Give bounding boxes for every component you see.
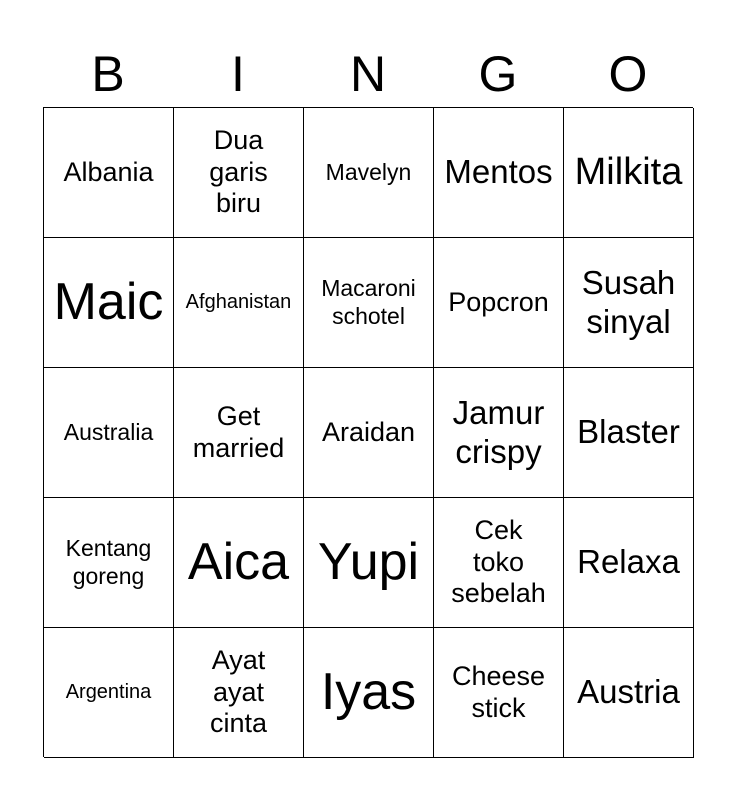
bingo-cell[interactable]: [44, 238, 174, 368]
cell-text: Afghanistan: [185, 290, 292, 313]
bingo-cell[interactable]: [304, 368, 434, 498]
bingo-cell[interactable]: [174, 238, 304, 368]
bingo-cell[interactable]: [434, 108, 564, 238]
bingo-cell[interactable]: [564, 628, 694, 758]
header-letter-b: B: [91, 46, 125, 102]
bingo-cell[interactable]: [304, 498, 434, 628]
header-letter-n: N: [349, 46, 387, 102]
bingo-cell[interactable]: [564, 108, 694, 238]
bingo-cell[interactable]: [434, 368, 564, 498]
bingo-cell[interactable]: [564, 498, 694, 628]
cell-text: Australia: [63, 418, 154, 445]
bingo-cell[interactable]: [44, 498, 174, 628]
cell-text: Austria: [577, 673, 680, 711]
cell-text: Blaster: [577, 413, 680, 451]
bingo-cell[interactable]: [564, 368, 694, 498]
cell-text: Cek toko sebelah: [451, 514, 546, 609]
cell-text: Cheese stick: [451, 660, 546, 723]
cell-text: Aica: [187, 532, 290, 591]
cell-text: Araidan: [321, 416, 416, 447]
bingo-grid: [43, 107, 693, 757]
cell-text: Dua garis biru: [209, 124, 268, 219]
cell-text: Relaxa: [577, 543, 680, 581]
cell-text: Argentina: [65, 680, 152, 703]
cell-text: Popcron: [448, 286, 549, 317]
header-letter-g: G: [478, 46, 518, 102]
cell-text: Susah sinyal: [581, 263, 676, 340]
bingo-cell[interactable]: [44, 108, 174, 238]
cell-text: Milkita: [574, 151, 683, 194]
cell-text: Mentos: [444, 153, 553, 191]
cell-text: Mavelyn: [325, 158, 412, 185]
bingo-cell[interactable]: [434, 628, 564, 758]
bingo-cell[interactable]: [434, 498, 564, 628]
cell-text: Macaroni schotel: [321, 275, 416, 329]
bingo-cell[interactable]: [174, 498, 304, 628]
cell-text: Ayat ayat cinta: [209, 644, 268, 739]
bingo-cell[interactable]: [44, 368, 174, 498]
bingo-cell[interactable]: [174, 108, 304, 238]
bingo-cell[interactable]: [44, 628, 174, 758]
cell-text: Jamur crispy: [452, 393, 545, 470]
cell-text: Albania: [63, 156, 154, 187]
header-letter-o: O: [608, 46, 648, 102]
bingo-cell[interactable]: [304, 628, 434, 758]
bingo-cell[interactable]: [174, 628, 304, 758]
cell-text: Maic: [53, 272, 164, 331]
cell-text: Yupi: [317, 532, 420, 591]
bingo-cell[interactable]: [434, 238, 564, 368]
bingo-cell[interactable]: [564, 238, 694, 368]
bingo-cell[interactable]: [174, 368, 304, 498]
cell-text: Kentang goreng: [65, 535, 152, 589]
cell-text: Get married: [192, 400, 285, 463]
bingo-cell[interactable]: [304, 108, 434, 238]
header-letter-i: I: [231, 46, 245, 102]
bingo-cell[interactable]: [304, 238, 434, 368]
cell-text: Iyas: [320, 662, 417, 721]
bingo-header: [43, 40, 693, 108]
